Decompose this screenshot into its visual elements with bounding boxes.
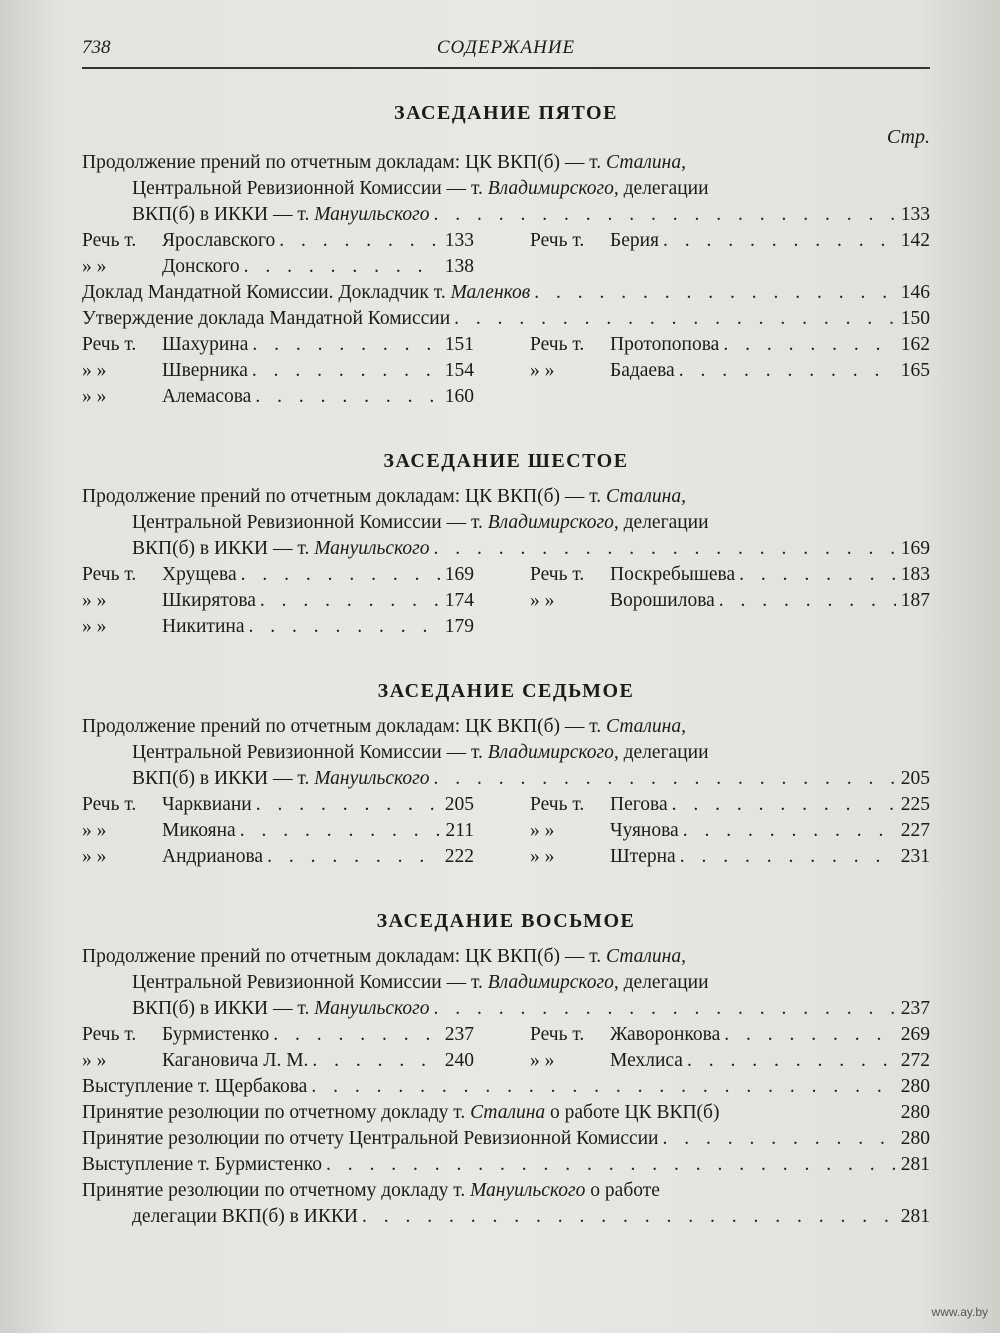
- speeches-right: [530, 228, 930, 280]
- speech-entry: Речь т. Пегова . . . 225: [530, 792, 930, 818]
- speech-entry: » » Бадаева . . . 165: [530, 358, 930, 384]
- speech-entry: » » Кагановича Л. М. . . . 240: [82, 1048, 474, 1074]
- speech-entry: » » Штерна . . . 231: [530, 844, 930, 870]
- speech-entry: Речь т. Протопопова . . . 162: [530, 332, 930, 358]
- speech-entry: Речь т. Жаворонкова . . . 269: [530, 1022, 930, 1048]
- toc-entry-debate: Продолжение прений по отчетным докладам: ЦК ВКП(б) — т. Сталина, Центральной Ревизионной Комиссии — т. Владимирского, делегации ВКП(б) в ИККИ — т. Мануильского . . . 237: [82, 944, 930, 1022]
- toc-entry: Принятие резолюции по отчету Центральной Ревизионной Комиссии . . . 280: [82, 1126, 930, 1152]
- running-head: [82, 33, 930, 69]
- speeches-block: [82, 332, 930, 410]
- speech-entry: » » Донского . . . 138: [82, 254, 474, 280]
- speech-entry: Речь т. Берия . . . 142: [530, 228, 930, 254]
- speech-entry: » » Ворошилова . . . 187: [530, 588, 930, 614]
- speech-entry: » » Микояна . . . 211: [82, 818, 474, 844]
- watermark: www.ay.by: [931, 1305, 988, 1319]
- speech-entry: » » Чуянова . . . 227: [530, 818, 930, 844]
- speech-entry: » » Андрианова . . . 222: [82, 844, 474, 870]
- section-title: ЗАСЕДАНИЕ ВОСЬМОЕ: [376, 910, 636, 932]
- toc-entry-debate: Продолжение прений по отчетным докладам: ЦК ВКП(б) — т. Сталина, Центральной Ревизионной Комиссии — т. Владимирского, делегации ВКП(б) в ИККИ — т. Мануильского . . . 169: [82, 484, 930, 562]
- page-ref: 169: [900, 538, 930, 559]
- speech-entry: Речь т. Поскребышева . . . 183: [530, 562, 930, 588]
- page-ref: 133: [900, 204, 930, 225]
- speeches-block: [82, 1022, 930, 1074]
- speech-entry: » » Шверника . . . 154: [82, 358, 474, 384]
- speech-entry: Речь т. Чарквиани . . . 205: [82, 792, 474, 818]
- page-number: 738: [82, 37, 111, 58]
- speech-entry: » » Мехлиса . . . 272: [530, 1048, 930, 1074]
- page-column-label: Стр.: [886, 126, 930, 148]
- speeches-block: [82, 792, 930, 870]
- contents: [82, 96, 930, 1230]
- speech-entry: » » Алемасова . . . 160: [82, 384, 474, 410]
- toc-entry-debate: Продолжение прений по отчетным докладам: ЦК ВКП(б) — т. Сталина, Центральной Ревизионной Комиссии — т. Владимирского, делегации ВКП(б) в ИККИ — т. Мануильского . . . 133: [82, 150, 930, 228]
- speeches-left: [82, 228, 474, 280]
- section-title: ЗАСЕДАНИЕ ПЯТОЕ: [394, 102, 618, 124]
- speech-entry: » » Шкирятова . . . 174: [82, 588, 474, 614]
- toc-entry: Принятие резолюции по отчетному докладу т. Сталина о работе ЦК ВКП(б) 280: [82, 1102, 930, 1123]
- toc-entry: Выступление т. Бурмистенко . . . 281: [82, 1152, 930, 1178]
- toc-entry: Утверждение доклада Мандатной Комиссии . . . 150: [82, 306, 930, 332]
- speech-entry: Речь т. Ярославского . . . 133: [82, 228, 474, 254]
- speeches-block: [82, 562, 930, 640]
- running-title: СОДЕРЖАНИЕ: [436, 37, 576, 58]
- speeches-block: [82, 228, 930, 280]
- speech-entry: » » Никитина . . . 179: [82, 614, 474, 640]
- page-ref: 205: [900, 768, 930, 789]
- toc-entry-debate: Продолжение прений по отчетным докладам: ЦК ВКП(б) — т. Сталина, Центральной Ревизионной Комиссии — т. Владимирского, делегации ВКП(б) в ИККИ — т. Мануильского . . . 205: [82, 714, 930, 792]
- toc-entry: Принятие резолюции по отчетному докладу т. Мануильского о работе делегации ВКП(б) в ИККИ . . . 281: [82, 1178, 930, 1230]
- page-ref: 237: [900, 998, 930, 1019]
- speech-entry: Речь т. Хрущева . . . 169: [82, 562, 474, 588]
- speech-entry: Речь т. Бурмистенко . . . 237: [82, 1022, 474, 1048]
- toc-entry: Доклад Мандатной Комиссии. Докладчик т. Маленков . . . 146: [82, 280, 930, 306]
- toc-entry: Выступление т. Щербакова . . . 280: [82, 1074, 930, 1100]
- section-title: ЗАСЕДАНИЕ СЕДЬМОЕ: [377, 680, 635, 702]
- speech-entry: Речь т. Шахурина . . . 151: [82, 332, 474, 358]
- section-title: ЗАСЕДАНИЕ ШЕСТОЕ: [383, 450, 629, 472]
